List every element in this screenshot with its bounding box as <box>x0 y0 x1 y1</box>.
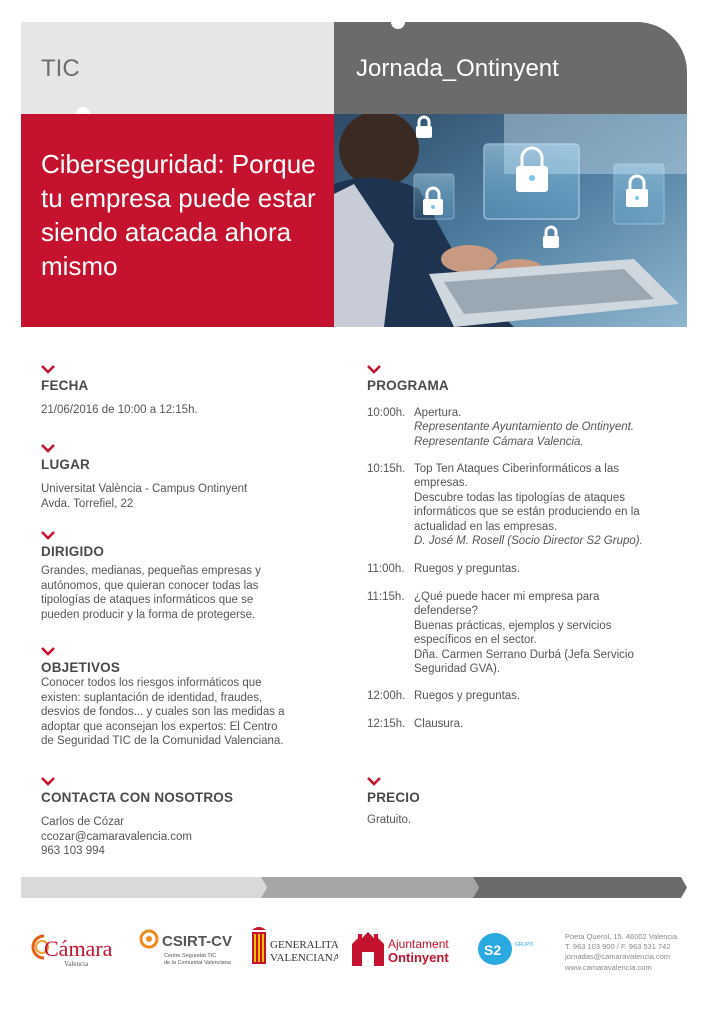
contacta-section <box>41 777 331 859</box>
dirigido-body <box>41 564 321 622</box>
gva-logo-line2: VALENCIANA <box>270 952 338 964</box>
binder-dot <box>391 15 405 29</box>
objetivos-title: OBJETIVOS <box>41 660 121 675</box>
program-speaker: Representante Ayuntamiento de Ontinyent. <box>414 421 635 434</box>
precio-body: Gratuito. <box>367 814 412 826</box>
fecha-title: FECHA <box>41 378 89 393</box>
lugar-line: Avda. Torrefiel, 22 <box>41 497 134 510</box>
program-time: 10:15h. <box>367 463 406 475</box>
program-item <box>367 562 677 576</box>
objetivos-line: existen: suplantación de identidad, fraudes, <box>41 691 263 704</box>
program-item <box>367 717 677 731</box>
generalitat-valenciana-logo <box>250 926 338 970</box>
csirt-logo-text: CSIRT-CV <box>162 933 233 950</box>
program-time: 11:15h. <box>367 591 405 603</box>
objetivos-line: de Seguridad TIC de la Comunidad Valenciana. <box>41 735 284 747</box>
lugar-body <box>41 482 321 511</box>
ajuntament-logo-line1: Ajuntament <box>388 937 449 951</box>
contacta-title: CONTACTA CON NOSOTROS <box>41 790 234 805</box>
header-left-panel <box>21 22 334 114</box>
program-line: defenderse? <box>414 605 478 618</box>
address-website[interactable]: www.camaravalencia.com <box>565 962 652 972</box>
chevron-down-icon <box>41 531 55 540</box>
programa-title: PROGRAMA <box>367 378 449 393</box>
contact-email[interactable]: ccozar@camaravalencia.com <box>41 830 193 843</box>
precio-section <box>367 777 667 828</box>
program-item <box>367 462 677 548</box>
fecha-section <box>41 365 321 418</box>
csirt-logo-sub: Centre Seguretat TIC <box>164 953 217 959</box>
hero-headline: Ciberseguridad: Porque tu empresa puede estar siendo atacada ahora mismo <box>41 149 316 281</box>
address-line: Poeta Querol, 15. 46002 Valencia. <box>565 932 680 941</box>
program-line: Ruegos y preguntas. <box>414 563 521 575</box>
contact-name: Carlos de Cózar <box>41 816 125 828</box>
dirigido-line: tipologías de ataques informáticos que se <box>41 594 254 606</box>
csirt-cv-logo <box>138 928 238 972</box>
dirigido-section <box>41 531 321 622</box>
lugar-title: LUGAR <box>41 457 90 472</box>
hero-photo <box>334 114 687 327</box>
program-line: Dña. Carmen Serrano Durbá (Jefa Servicio <box>414 648 634 661</box>
chevron-down-icon <box>367 365 381 374</box>
program-speaker: D. José M. Rosell (Socio Director S2 Grupo). <box>414 535 643 548</box>
program-speaker: Representante Cámara Valencia. <box>414 435 584 448</box>
header-right-title: Jornada_Ontinyent <box>356 55 559 82</box>
ajuntament-logo-line2: Ontinyent <box>388 950 449 965</box>
objetivos-body <box>41 676 331 749</box>
program-line: ¿Qué puede hacer mi empresa para <box>414 591 600 603</box>
address-line: T. 963 103 900 / F. 963 531 742 <box>565 942 671 952</box>
program-item <box>367 406 677 449</box>
camara-logo-sub: Valencia <box>64 960 89 968</box>
objetivos-line: adoptar que aconsejan los expertos: El Centro <box>41 720 278 733</box>
decorative-bar <box>21 877 687 898</box>
program-time: 12:15h. <box>367 718 406 730</box>
program-line: empresas. <box>414 477 468 490</box>
chevron-down-icon <box>41 647 55 656</box>
program-line: Descubre todas las tipologías de ataques <box>414 491 625 504</box>
program-line: Seguridad GVA). <box>414 663 501 676</box>
dirigido-title: DIRIGIDO <box>41 544 105 559</box>
camara-logo-text: Cámara <box>44 936 113 961</box>
program-time: 11:00h. <box>367 563 405 575</box>
program-line: Top Ten Ataques Ciberinformáticos a las <box>414 463 619 475</box>
chevron-down-icon <box>41 365 55 374</box>
contact-phone[interactable]: 963 103 994 <box>41 845 105 857</box>
fecha-body: 21/06/2016 de 10:00 a 12:15h. <box>41 404 198 416</box>
program-line: Apertura. <box>414 407 462 419</box>
s2-logo-sub: GRUPO <box>515 942 534 948</box>
ajuntament-ontinyent-logo <box>348 928 458 972</box>
program-item <box>367 689 677 703</box>
program-time: 10:00h. <box>367 407 406 419</box>
program-time: 12:00h. <box>367 690 406 702</box>
objetivos-section <box>41 647 331 749</box>
objetivos-line: Conocer todos los riesgos informáticos que <box>41 677 262 689</box>
precio-title: PRECIO <box>367 790 420 805</box>
program-line: informáticos que se están produciendo en la <box>414 506 640 519</box>
dirigido-line: pueden producir y la forma de protegerse. <box>41 608 256 621</box>
program-item <box>367 590 677 676</box>
lugar-line: Universitat València - Campus Ontinyent <box>41 483 248 495</box>
header-left-title: TIC <box>41 55 80 82</box>
program-line: actualidad en las empresas. <box>414 520 558 533</box>
header-right-panel <box>334 22 687 114</box>
program-line: Buenas prácticas, ejemplos y servicios <box>414 619 612 632</box>
gva-logo-line1: GENERALITAT <box>270 939 338 951</box>
chevron-down-icon <box>41 777 55 786</box>
objetivos-line: desvios de fondos... y cuales son las medidas a <box>41 706 285 718</box>
lugar-section <box>41 444 321 511</box>
program-line: específicos en el sector. <box>414 634 537 647</box>
chevron-down-icon <box>367 777 381 786</box>
program-line: Clausura. <box>414 718 464 730</box>
address-email[interactable]: jornadas@camaravalencia.com <box>565 952 671 962</box>
s2-logo-text: S2 <box>484 942 502 958</box>
contact-address-block <box>565 932 695 973</box>
s2-grupo-logo <box>478 930 548 970</box>
contacta-body <box>41 815 331 859</box>
dirigido-line: autónomos, que quieran conocer todas las <box>41 579 259 592</box>
camara-valencia-logo <box>30 930 122 970</box>
hero-headline-panel <box>21 114 334 327</box>
program-line: Ruegos y preguntas. <box>414 690 521 702</box>
chevron-down-icon <box>41 444 55 453</box>
csirt-logo-sub: de la Comunitat Valenciana <box>164 960 231 966</box>
programa-section <box>367 365 667 393</box>
dirigido-line: Grandes, medianas, pequeñas empresas y <box>41 565 261 577</box>
